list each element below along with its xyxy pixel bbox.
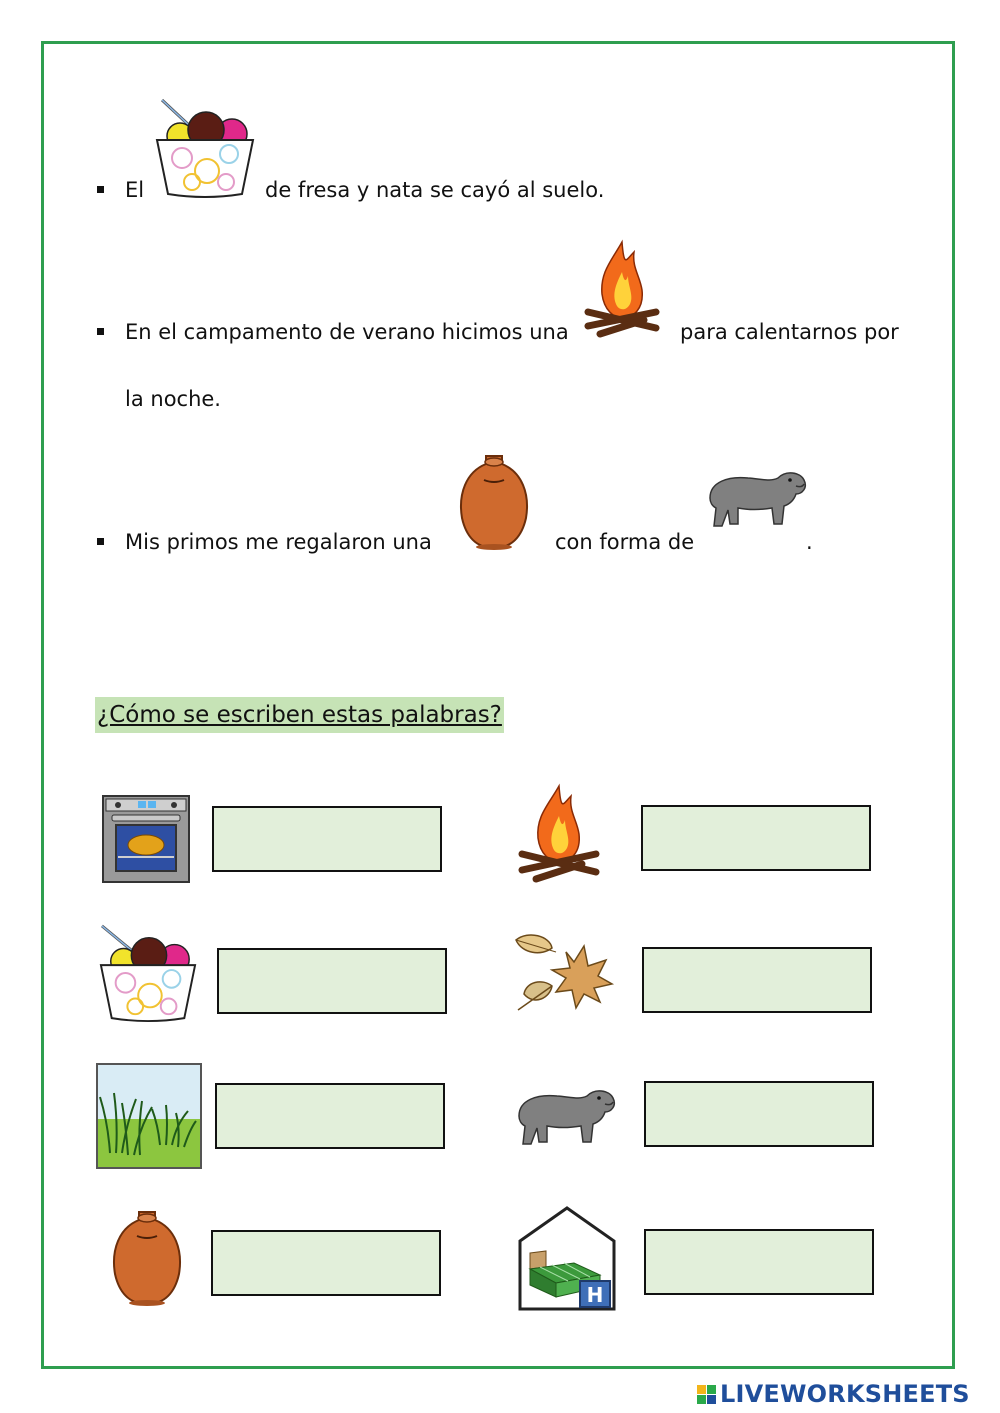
hotel-icon (516, 1205, 618, 1313)
campfire-icon (514, 782, 604, 884)
sentence-2-before: En el campamento de verano hicimos una (125, 320, 569, 344)
bullet (97, 538, 104, 545)
ice-cream-cup-icon (96, 922, 200, 1024)
answer-input-leaves[interactable] (642, 947, 872, 1013)
piggy-bank-jar-icon (456, 452, 532, 552)
bullet (97, 186, 104, 193)
section-heading: ¿Cómo se escriben estas palabras? (95, 697, 504, 733)
bullet (97, 328, 104, 335)
oven-icon (102, 795, 190, 883)
sentence-2-after: para calentarnos por (680, 320, 899, 344)
brand-name: LIVEWORKSHEETS (720, 1380, 970, 1408)
sentence-3-middle: con forma de (555, 530, 695, 554)
hippo-icon (512, 1086, 618, 1148)
answer-input-piggy-bank[interactable] (211, 1230, 441, 1296)
answer-input-hippo[interactable] (644, 1081, 874, 1147)
answer-input-campfire[interactable] (641, 805, 871, 871)
autumn-leaves-icon (512, 932, 616, 1016)
hippo-icon (704, 468, 808, 530)
campfire-icon (578, 238, 666, 342)
piggy-bank-jar-icon (109, 1208, 185, 1308)
sentence-3-end: . (806, 530, 813, 554)
sentence-1-before: El (125, 178, 145, 202)
grass-icon (96, 1063, 202, 1169)
answer-input-hotel[interactable] (644, 1229, 874, 1295)
sentence-3-before: Mis primos me regalaron una (125, 530, 432, 554)
svg-text:H: H (586, 1283, 604, 1307)
answer-input-ice-cream[interactable] (217, 948, 447, 1014)
sentence-2-line2: la noche. (125, 387, 221, 411)
liveworksheets-mark-icon (697, 1385, 716, 1404)
answer-input-grass[interactable] (215, 1083, 445, 1149)
ice-cream-cup-icon (152, 96, 258, 200)
sentence-1-after: de fresa y nata se cayó al suelo. (265, 178, 605, 202)
liveworksheets-logo (697, 1377, 970, 1411)
answer-input-oven[interactable] (212, 806, 442, 872)
